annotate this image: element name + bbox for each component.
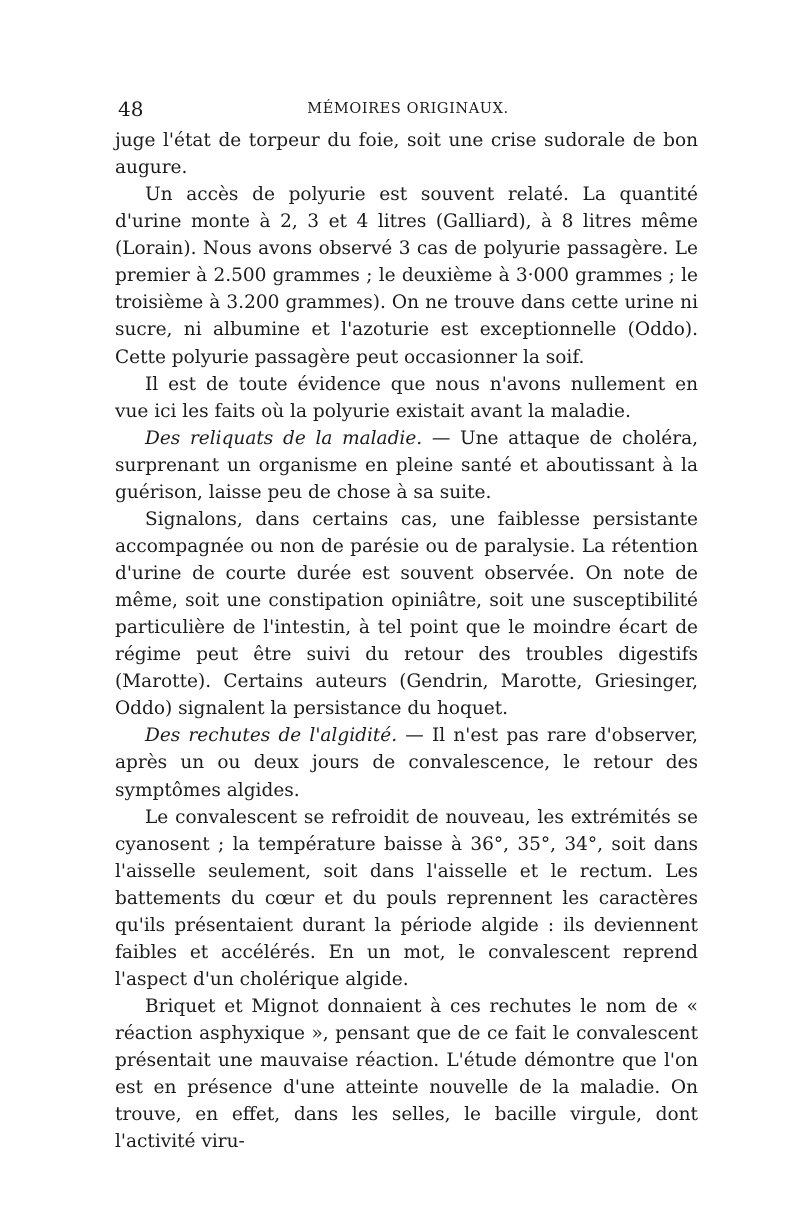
running-head: MÉMOIRES ORIGINAUX. — [307, 101, 509, 117]
body-text — [115, 127, 698, 1155]
paragraph — [115, 181, 698, 370]
paragraph-text: juge l'état de torpeur du foie, soit une crise sudorale de bon augure. — [115, 130, 698, 179]
paragraph-text: — Une attaque de choléra, surprenant un organisme en pleine santé et aboutissant à la guérison, laisse peu de chose à sa suite. — [115, 427, 698, 503]
paragraph-text: — Il n'est pas rare d'observer, après un ou deux jours de convalescence, le retour des symptômes algides. — [115, 725, 699, 801]
page-number: 48 — [118, 97, 144, 121]
paragraph-text: Il est de toute évidence que nous n'avons nullement en vue ici les faits où la polyurie existait avant la maladie. — [115, 373, 698, 422]
section-heading: Des reliquats de la maladie. — [145, 427, 423, 449]
paragraph — [115, 804, 698, 993]
page-header — [118, 94, 698, 124]
paragraph — [115, 506, 698, 723]
paragraph — [115, 425, 698, 506]
paragraph-text: Un accès de polyurie est souvent relaté. La quantité d'urine monte à 2, 3 et 4 litres (Galliard), à 8 litres même (Lorain). Nous avons observé 3 cas de polyurie passagère. Le premier à 2.500 grammes ; le deuxième à 3·000 grammes ; le troisième à 3.200 grammes). On ne trouve dans cette urine ni sucre, ni albumine et l'azoturie est exceptionnelle (Oddo). Cette polyurie passagère peut occasionner la soif. — [115, 184, 698, 368]
paragraph-text: Signalons, dans certains cas, une faiblesse persistante accompagnée ou non de parésie ou de paralysie. La rétention d'urine de courte durée est souvent observée. On note de même, soit une constipation opiniâtre, soit une susceptibilité particulière de l'intestin, à tel point que le moindre écart de régime peut être suivi du retour des troubles digestifs (Marotte). Certains auteurs (Gendrin, Marotte, Griesinger, Oddo) signalent la persistance du hoquet. — [115, 508, 698, 720]
paragraph — [115, 127, 698, 181]
paragraph — [115, 993, 698, 1155]
section-heading: Des rechutes de l'algidité. — [145, 725, 398, 747]
paragraph-text: Briquet et Mignot donnaient à ces rechutes le nom de « réaction asphyxique », pensant que de ce fait le convalescent présentait une mauvaise réaction. L'étude démontre que l'on est en présence d'une atteinte nouvelle de la maladie. On trouve, en effet, dans les selles, le bacille virgule, dont l'activité viru- — [115, 996, 698, 1153]
paragraph — [115, 371, 698, 425]
paragraph — [115, 722, 698, 803]
paragraph-text: Le convalescent se refroidit de nouveau, les extrémités se cyanosent ; la température baisse à 36°, 35°, 34°, soit dans l'aisselle seulement, soit dans l'aisselle et le rectum. Les battements du cœur et du pouls reprennent les caractères qu'ils présentaient durant la période algide : ils deviennent faibles et accélérés. En un mot, le convalescent reprend l'aspect d'un cholérique algide. — [115, 806, 698, 990]
